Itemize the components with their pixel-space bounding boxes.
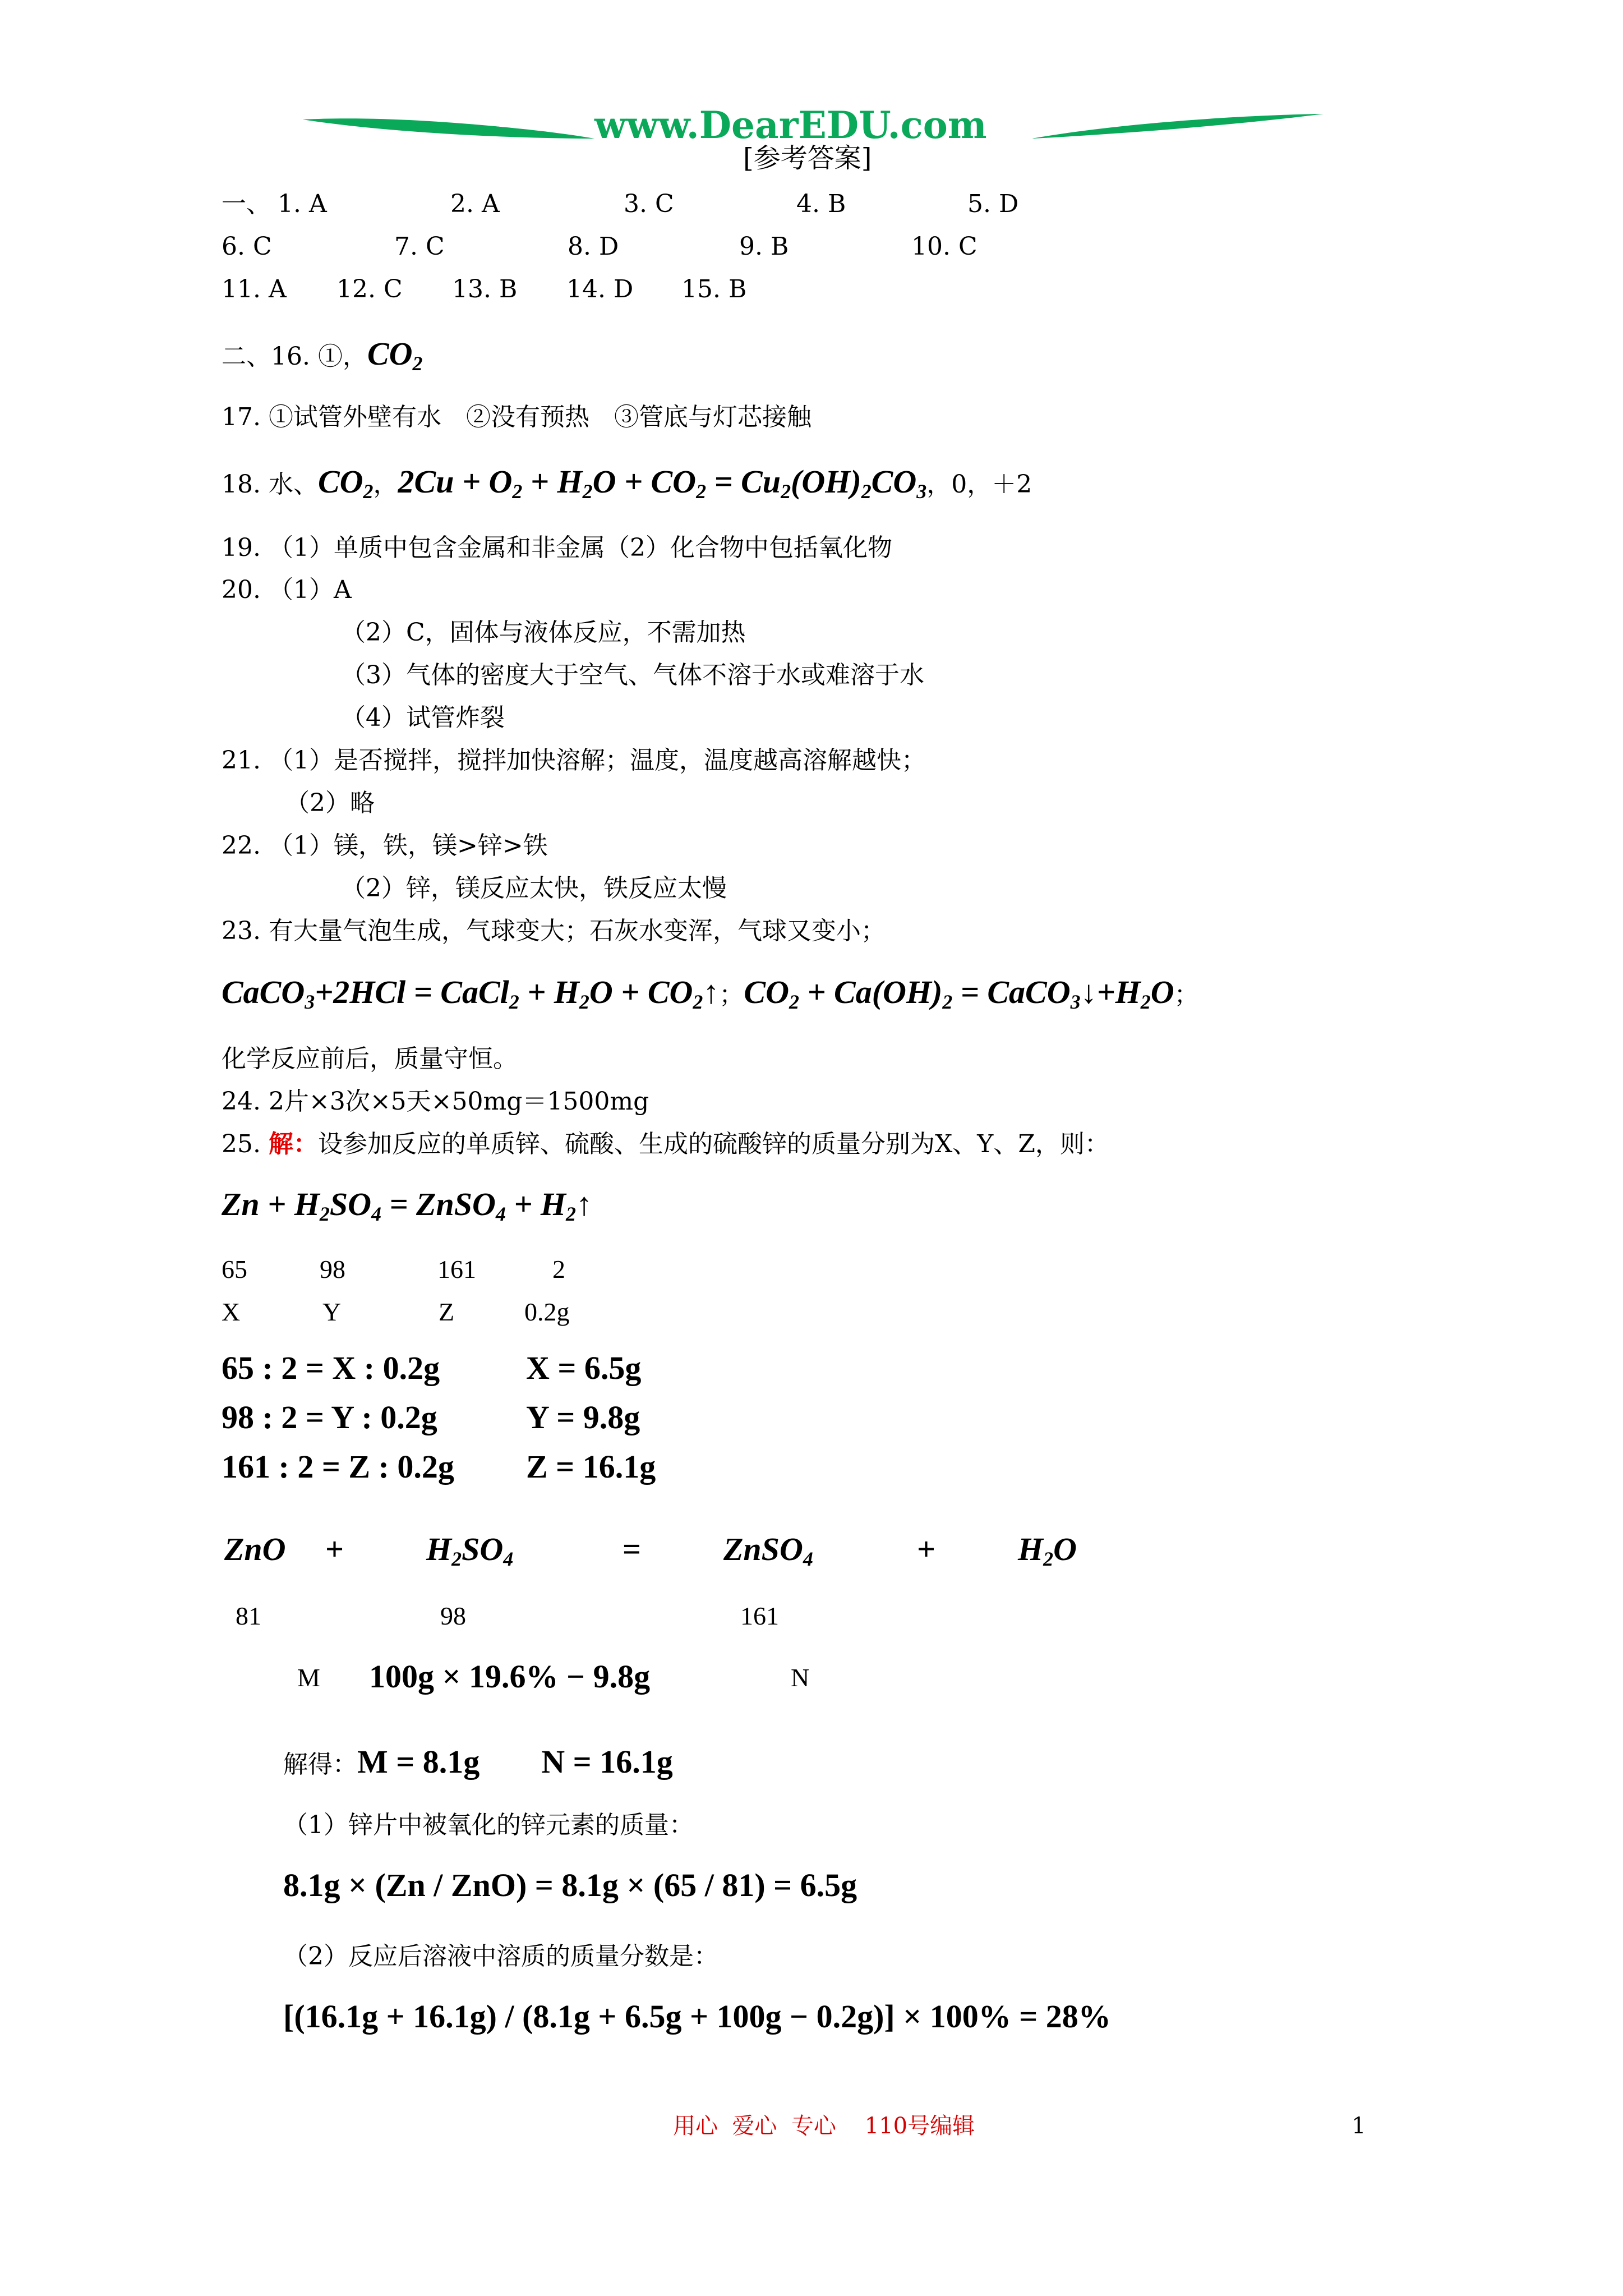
part-2-question: （2）反应后溶液中溶质的质量分数是： xyxy=(283,1942,718,1971)
answer-23-semi: ； xyxy=(1174,981,1199,1009)
answer-6: 6. C xyxy=(222,232,272,261)
part-2-equation: [(16.1g + 16.1g) / (8.1g + 6.5g + 100g − 0.2g)] × 100% = 28% xyxy=(283,1998,1111,2035)
answer-13: 13. B xyxy=(452,275,518,303)
answer-24: 24. 2片×3次×5天×50mg＝1500mg xyxy=(222,1087,649,1116)
var-n: N xyxy=(791,1663,810,1692)
answer-23-sep: ； xyxy=(719,981,744,1009)
solve-m: M = 8.1g xyxy=(357,1743,480,1780)
answer-12: 12. C xyxy=(336,275,403,303)
var-h2-mass: 0.2g xyxy=(524,1297,570,1326)
answer-5: 5. D xyxy=(967,190,1019,218)
answer-21-line-2: （2）略 xyxy=(285,789,375,817)
var-y: Y xyxy=(322,1297,342,1326)
answer-23-equation-2: $CO_2 + Ca(OH)_2$ = $CaCO_3↓+H_2O$ xyxy=(744,974,1174,1014)
answer-18-sep: ， xyxy=(373,470,398,499)
result-y: Y = 9.8g xyxy=(526,1399,640,1435)
answer-2: 2. A xyxy=(450,190,500,218)
answer-19: 19. （1）单质中包含金属和非金属（2）化合物中包括氧化物 xyxy=(222,533,892,562)
left-swoosh-icon xyxy=(303,109,594,149)
answer-20-line-2: （2）C，固体与液体反应，不需加热 xyxy=(341,618,746,647)
answer-23-equations xyxy=(222,976,1199,1013)
solve-label: 解得： xyxy=(283,1750,357,1779)
answer-9: 9. B xyxy=(739,232,789,261)
ratio-x: 65 : 2 = X : 0.2g xyxy=(222,1350,440,1386)
answer-23-line-1: 23. 有大量气泡生成，气球变大；石灰水变浑，气球又变小； xyxy=(222,917,886,945)
answer-8: 8. D xyxy=(568,232,619,261)
mass-zno: 81 xyxy=(236,1602,261,1630)
equals-sign: = xyxy=(623,1531,642,1567)
solve-n: N = 16.1g xyxy=(541,1743,673,1780)
answer-1: 1. A xyxy=(278,190,327,218)
result-z: Z = 16.1g xyxy=(526,1448,656,1485)
answer-20-line-1: 20. （1）A xyxy=(222,576,352,604)
site-logo: www.DearEDU.com xyxy=(594,103,987,147)
term-znso4: ZnSO$_4$ xyxy=(723,1531,813,1571)
answer-22-line-1: 22. （1）镁，铁，镁>锌>铁 xyxy=(222,831,548,860)
answer-20-line-3: （3）气体的密度大于空气、气体不溶于水或难溶于水 xyxy=(341,661,924,689)
answer-18-equation: $2Cu + O_2 + H_2O + CO_2 = Cu_2(OH)_2CO_3$ xyxy=(398,463,927,503)
mass-znso4-2: 161 xyxy=(740,1602,779,1630)
answer-25-solution-label: 解： xyxy=(268,1130,318,1158)
answer-7: 7. C xyxy=(394,232,445,261)
page-title: [参考答案] xyxy=(743,142,872,174)
mass-h2so4: 98 xyxy=(320,1255,345,1283)
ratio-y: 98 : 2 = Y : 0.2g xyxy=(222,1399,437,1435)
answer-10: 10. C xyxy=(911,232,978,261)
plus-1: + xyxy=(325,1531,344,1567)
var-m: M xyxy=(297,1663,320,1692)
answer-11: 11. A xyxy=(222,275,287,303)
answer-16-formula: $CO_2$ xyxy=(367,335,423,375)
answer-25-intro xyxy=(222,1132,1109,1157)
footer-text: 用心 爱心 专心 110号编辑 xyxy=(673,2113,975,2139)
answer-18-co2: $CO_2$ xyxy=(317,463,374,503)
page-number: 1 xyxy=(1352,2113,1366,2139)
term-h2o: $H_2O$ xyxy=(1018,1531,1077,1571)
acid-mass-expression: 100g × 19.6% − 9.8g xyxy=(369,1658,651,1695)
answer-4: 4. B xyxy=(796,190,846,218)
part-1-question: （1）锌片中被氧化的锌元素的质量： xyxy=(283,1811,694,1839)
mass-h2: 2 xyxy=(552,1255,565,1283)
part-1-equation: 8.1g × (Zn / ZnO) = 8.1g × (65 / 81) = 6.5g xyxy=(283,1867,857,1903)
answer-22-line-2: （2）锌，镁反应太快，铁反应太慢 xyxy=(341,874,727,903)
answer-25-number: 25. xyxy=(222,1130,269,1158)
section-label: 一、 xyxy=(222,190,271,218)
right-swoosh-icon xyxy=(1032,109,1324,149)
answer-16-prefix: 二、16. ①， xyxy=(222,342,367,371)
answer-18-prefix: 18. 水、 xyxy=(222,470,318,499)
answer-23-line-3: 化学反应前后，质量守恒。 xyxy=(222,1045,518,1073)
ratio-z: 161 : 2 = Z : 0.2g xyxy=(222,1448,454,1485)
plus-2: + xyxy=(917,1531,936,1567)
answer-18 xyxy=(222,463,1032,503)
answer-18-tail: ，0，＋2 xyxy=(926,470,1032,499)
answer-21-line-1: 21. （1）是否搅拌，搅拌加快溶解；温度，温度越高溶解越快； xyxy=(222,746,926,775)
mass-h2so4-2: 98 xyxy=(440,1602,466,1630)
answer-3: 3. C xyxy=(624,190,674,218)
term-zno: ZnO xyxy=(224,1531,286,1567)
answer-15: 15. B xyxy=(681,275,747,303)
mass-znso4: 161 xyxy=(437,1255,476,1283)
answer-20-line-4: （4）试管炸裂 xyxy=(341,703,505,732)
answer-16 xyxy=(222,335,423,375)
solve-line xyxy=(283,1743,673,1780)
mass-zn: 65 xyxy=(222,1255,247,1283)
result-x: X = 6.5g xyxy=(526,1350,642,1386)
answer-25-text: 设参加反应的单质锌、硫酸、生成的硫酸锌的质量分别为X、Y、Z，则： xyxy=(317,1130,1109,1158)
answer-23-equation-1: CaCO$_3$+2HCl = CaCl$_2$ + $H_2O$ + $CO_2↑$ xyxy=(222,974,720,1014)
var-x: X xyxy=(222,1297,241,1326)
answer-17: 17. ①试管外壁有水 ②没有预热 ③管底与灯芯接触 xyxy=(222,403,811,431)
term-h2so4: $H_2SO_4$ xyxy=(426,1531,514,1571)
answer-14: 14. D xyxy=(566,275,634,303)
var-z: Z xyxy=(439,1297,455,1326)
answer-25-equation-1: $Zn + H_2SO_4$ = ZnSO$_4$ + $H_2↑$ xyxy=(222,1186,593,1226)
